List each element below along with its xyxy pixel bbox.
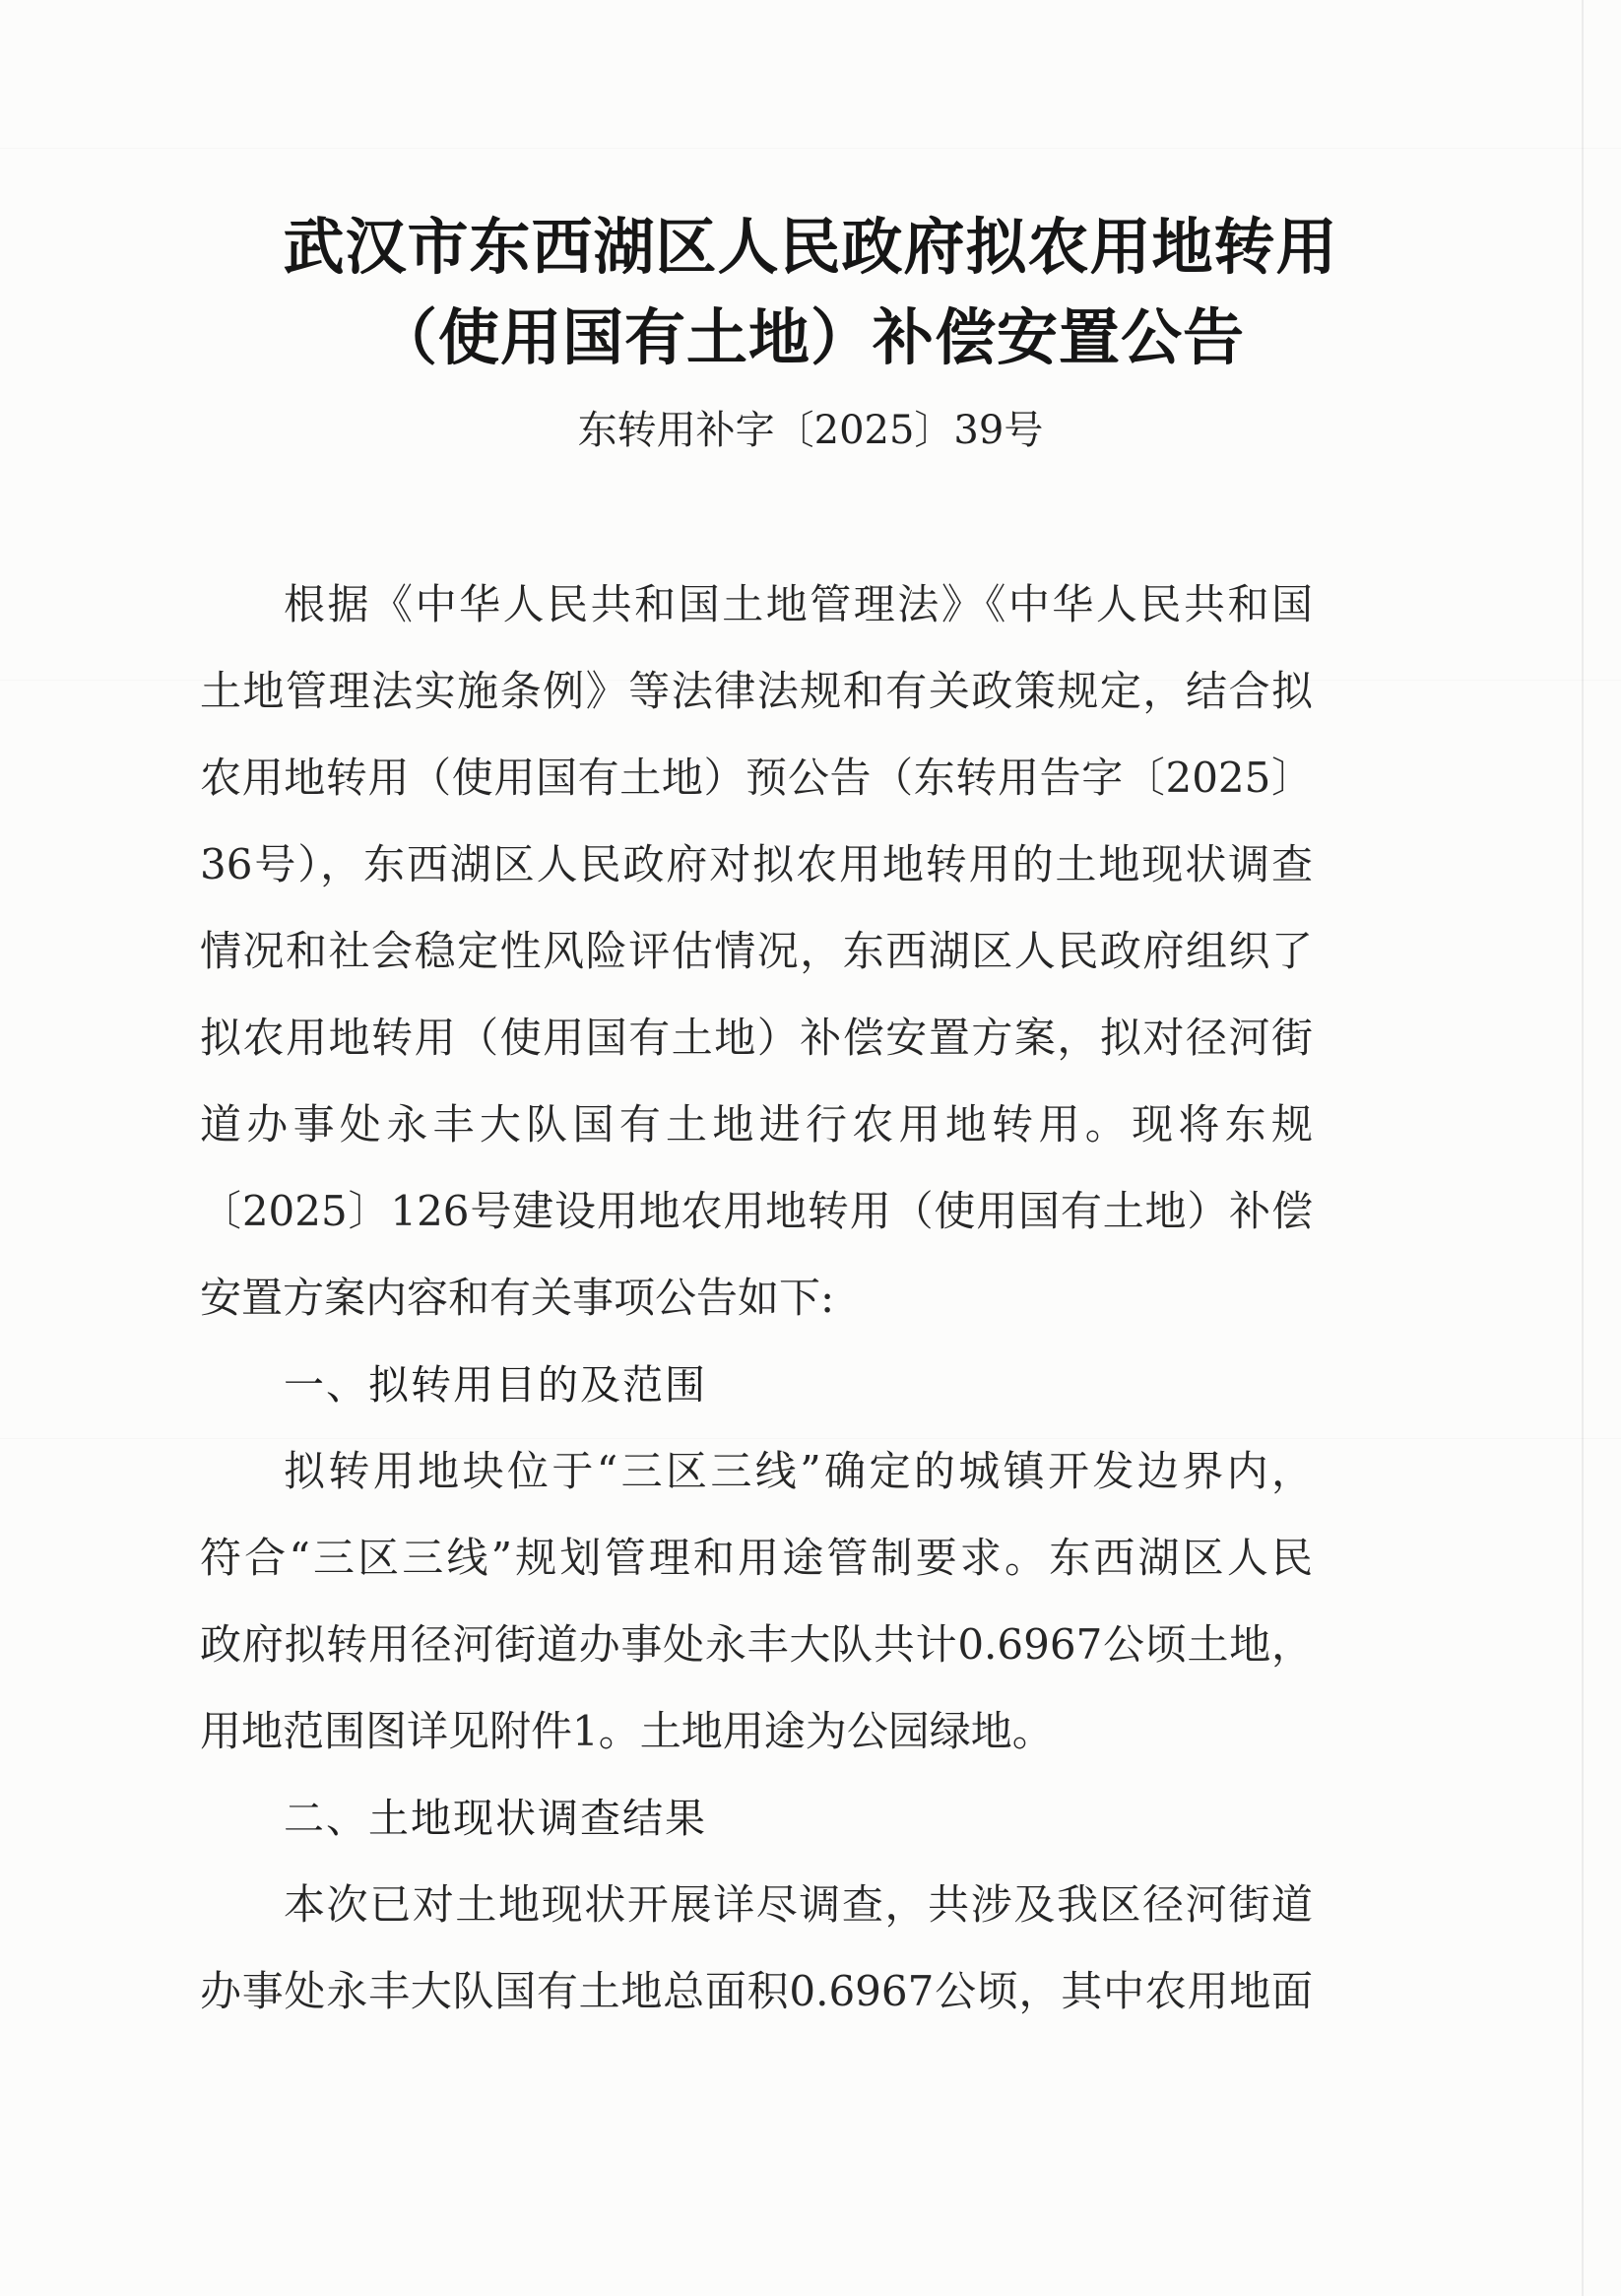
body-text-line: 符合“三区三线”规划管理和用途管制要求。东西湖区人民 (200, 1534, 1313, 1582)
body-text-line: 情况和社会稳定性风险评估情况，东西湖区人民政府组织了 (200, 927, 1313, 975)
body-text-line: 根据《中华人民共和国土地管理法》《中华人民共和国 (284, 580, 1313, 628)
body-text-line: 36号），东西湖区人民政府对拟农用地转用的土地现状调查 (200, 840, 1313, 888)
document-title-line-1: 武汉市东西湖区人民政府拟农用地转用 (283, 211, 1338, 283)
body-text-line: 本次已对土地现状开展详尽调查，共涉及我区径河街道 (284, 1880, 1313, 1929)
body-text-line: 农用地转用（使用国有土地）预公告（东转用告字〔2025〕 (200, 754, 1313, 802)
body-text-line: 拟转用地块位于“三区三线”确定的城镇开发边界内， (284, 1447, 1313, 1495)
section-heading-1: 一、拟转用目的及范围 (284, 1361, 707, 1409)
document-number: 东转用补字〔2025〕39号 (577, 408, 1044, 453)
body-text-line: 办事处永丰大队国有土地总面积0.6967公顷，其中农用地面 (200, 1967, 1313, 2015)
section-heading-2: 二、土地现状调查结果 (284, 1795, 707, 1842)
body-text-line: 拟农用地转用（使用国有土地）补偿安置方案，拟对径河街 (200, 1014, 1313, 1062)
body-text-line: 政府拟转用径河街道办事处永丰大队共计0.6967公顷土地， (200, 1620, 1313, 1669)
body-text-line: 道办事处永丰大队国有土地进行农用地转用。现将东规 (200, 1100, 1313, 1148)
body-text-line: 用地范围图详见附件1。土地用途为公园绿地。 (200, 1707, 1054, 1755)
scan-artifact (0, 148, 1621, 149)
body-text-line: 土地管理法实施条例》等法律法规和有关政策规定，结合拟 (200, 667, 1313, 715)
scan-artifact (0, 1438, 1621, 1439)
body-text-line: 〔2025〕126号建设用地农用地转用（使用国有土地）补偿 (200, 1187, 1313, 1235)
document-title-line-2: （使用国有土地）补偿安置公告 (375, 301, 1245, 373)
body-text-line: 安置方案内容和有关事项公告如下: (200, 1274, 835, 1322)
